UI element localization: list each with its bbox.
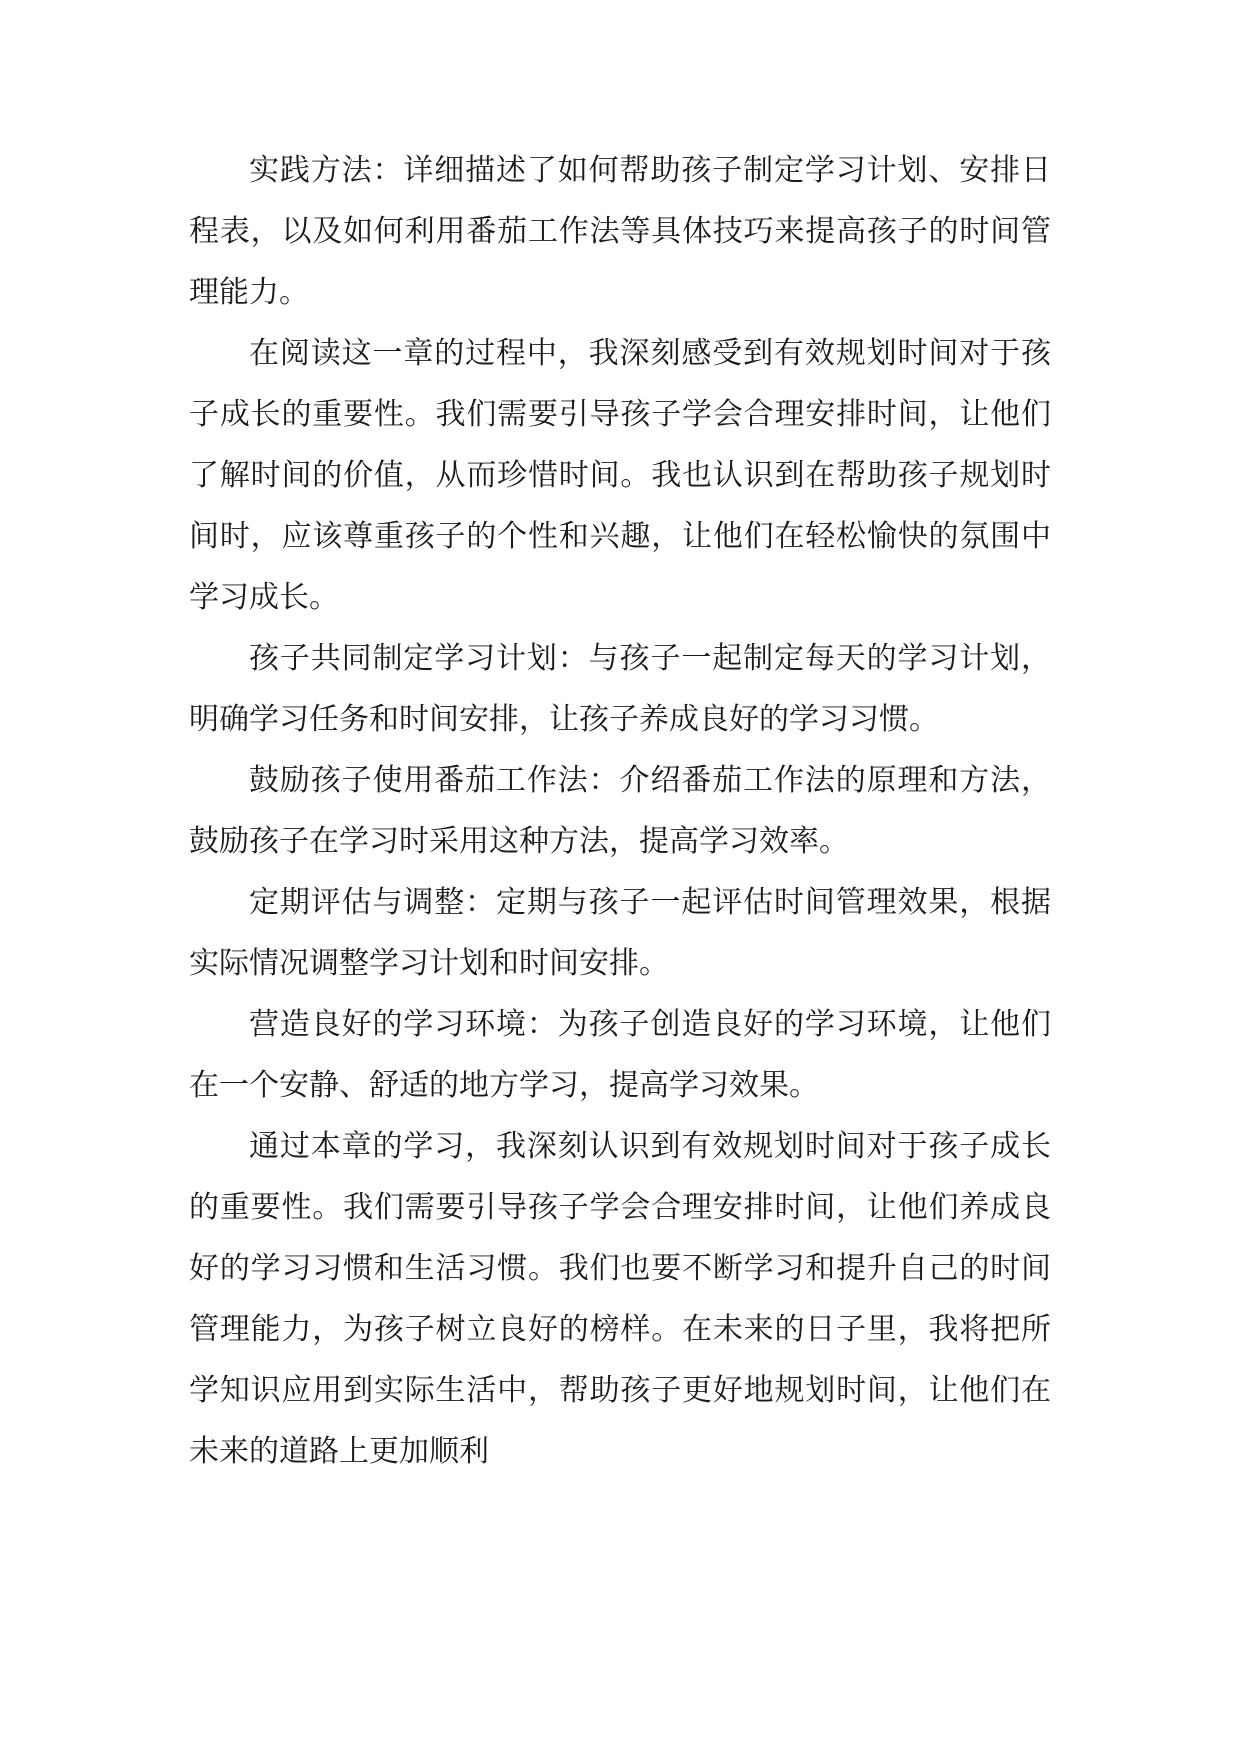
paragraph-joint-study-plan: 孩子共同制定学习计划：与孩子一起制定每天的学习计划，明确学习任务和时间安排，让孩子养成良好的学习习惯。 <box>189 641 1051 737</box>
paragraph-pomodoro: 鼓励孩子使用番茄工作法：介绍番茄工作法的原理和方法，鼓励孩子在学习时采用这种方法，提高学习效率。 <box>189 763 1051 859</box>
paragraph-review-adjust: 定期评估与调整：定期与孩子一起评估时间管理效果，根据实际情况调整学习计划和时间安排。 <box>189 885 1051 981</box>
paragraph-conclusion: 通过本章的学习，我深刻认识到有效规划时间对于孩子成长的重要性。我们需要引导孩子学会合理安排时间，让他们养成良好的学习习惯和生活习惯。我们也要不断学习和提升自己的时间管理能力，为孩子树立良好的榜样。在未来的日子里，我将把所学知识应用到实际生活中，帮助孩子更好地规划时间，让他们在未来的道路上更加顺利 <box>189 1129 1051 1469</box>
paragraph-study-environment: 营造良好的学习环境：为孩子创造良好的学习环境，让他们在一个安静、舒适的地方学习，提高学习效果。 <box>189 1007 1051 1103</box>
paragraph-practice-methods: 实践方法：详细描述了如何帮助孩子制定学习计划、安排日程表，以及如何利用番茄工作法等具体技巧来提高孩子的时间管理能力。 <box>189 153 1051 310</box>
document-body <box>189 140 1051 1482</box>
paragraph-reading-reflection: 在阅读这一章的过程中，我深刻感受到有效规划时间对于孩子成长的重要性。我们需要引导孩子学会合理安排时间，让他们了解时间的价值，从而珍惜时间。我也认识到在帮助孩子规划时间时，应该尊重孩子的个性和兴趣，让他们在轻松愉快的氛围中学习成长。 <box>189 336 1051 615</box>
